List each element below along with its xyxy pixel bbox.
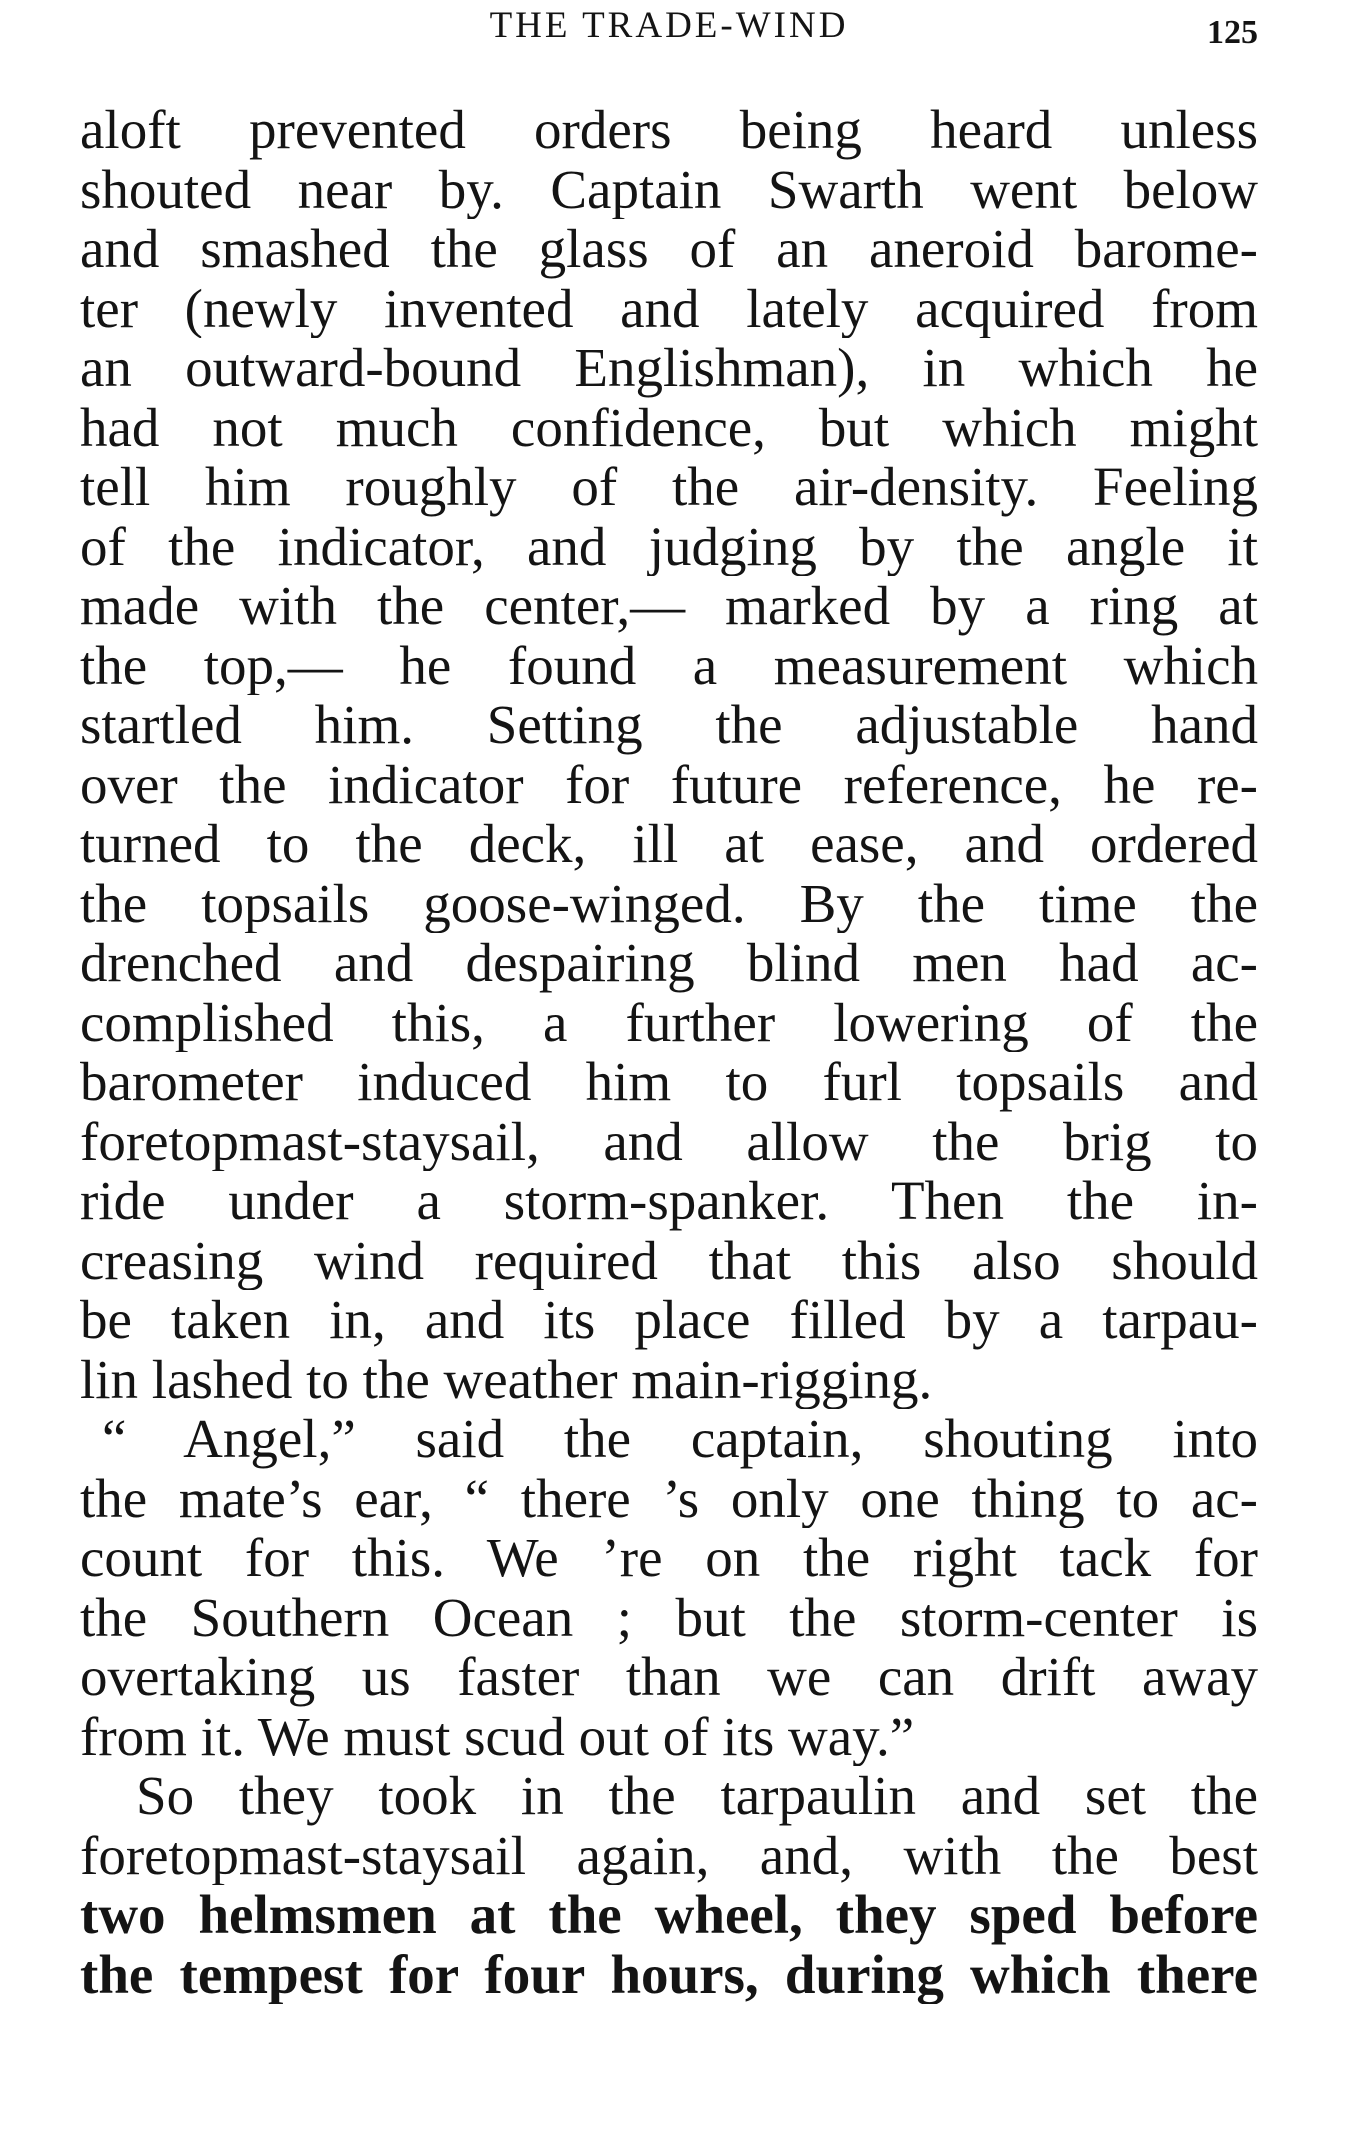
text-line: So they took in the tarpaulin and set the xyxy=(136,1766,1258,1826)
text-line: ter (newly invented and lately acquired from xyxy=(80,278,1258,338)
text-line: ride under a storm-spanker. Then the in- xyxy=(80,1171,1258,1231)
text-line: an outward-bound Englishman), in which he xyxy=(80,338,1258,398)
text-line: two helmsmen at the wheel, they sped before xyxy=(80,1885,1258,1945)
text-line: tell him roughly of the air-density. Feeling xyxy=(80,457,1258,517)
text-line: “ Angel,” said the captain, shouting into xyxy=(102,1409,1258,1469)
text-line: of the indicator, and judging by the angle it xyxy=(80,516,1258,576)
text-line: complished this, a further lowering of the xyxy=(80,992,1258,1052)
text-line: be taken in, and its place filled by a tarpau- xyxy=(80,1290,1258,1350)
page-number: 125 xyxy=(1207,14,1258,51)
running-head-title: THE TRADE-WIND xyxy=(489,5,849,46)
text-line: creasing wind required that this also should xyxy=(80,1230,1258,1290)
text-line: the topsails goose-winged. By the time the xyxy=(80,873,1258,933)
text-line: startled him. Setting the adjustable hand xyxy=(80,695,1258,755)
text-line: overtaking us faster than we can drift away xyxy=(80,1647,1258,1707)
text-line: count for this. We ’re on the right tack for xyxy=(80,1528,1258,1588)
text-line: foretopmast-staysail again, and, with the best xyxy=(80,1825,1258,1885)
text-line: turned to the deck, ill at ease, and ordered xyxy=(80,814,1258,874)
text-line: over the indicator for future reference, he re- xyxy=(80,754,1258,814)
text-line: drenched and despairing blind men had ac- xyxy=(80,933,1258,993)
text-line: aloft prevented orders being heard unless xyxy=(80,100,1258,160)
text-line: the tempest for four hours, during which there xyxy=(80,1944,1258,2004)
text-line: foretopmast-staysail, and allow the brig to xyxy=(80,1111,1258,1171)
text-line: and smashed the glass of an aneroid barome- xyxy=(80,219,1258,279)
running-head xyxy=(80,4,1258,51)
text-line: from it. We must scud out of its way.” xyxy=(80,1706,915,1766)
text-line: had not much confidence, but which might xyxy=(80,397,1258,457)
text-line: the top,— he found a measurement which xyxy=(80,635,1258,695)
paragraph-2 xyxy=(80,1409,1258,1766)
paragraph-3 xyxy=(80,1766,1258,2004)
text-line: lin lashed to the weather main-rigging. xyxy=(80,1349,933,1409)
text-line: barometer induced him to furl topsails and xyxy=(80,1052,1258,1112)
text-line: shouted near by. Captain Swarth went below xyxy=(80,159,1258,219)
body-text xyxy=(80,100,1258,2004)
paragraph-1 xyxy=(80,100,1258,1409)
text-line: the Southern Ocean ; but the storm-center is xyxy=(80,1587,1258,1647)
text-line: made with the center,— marked by a ring at xyxy=(80,576,1258,636)
text-line: the mate’s ear, “ there ’s only one thing to ac- xyxy=(80,1468,1258,1528)
